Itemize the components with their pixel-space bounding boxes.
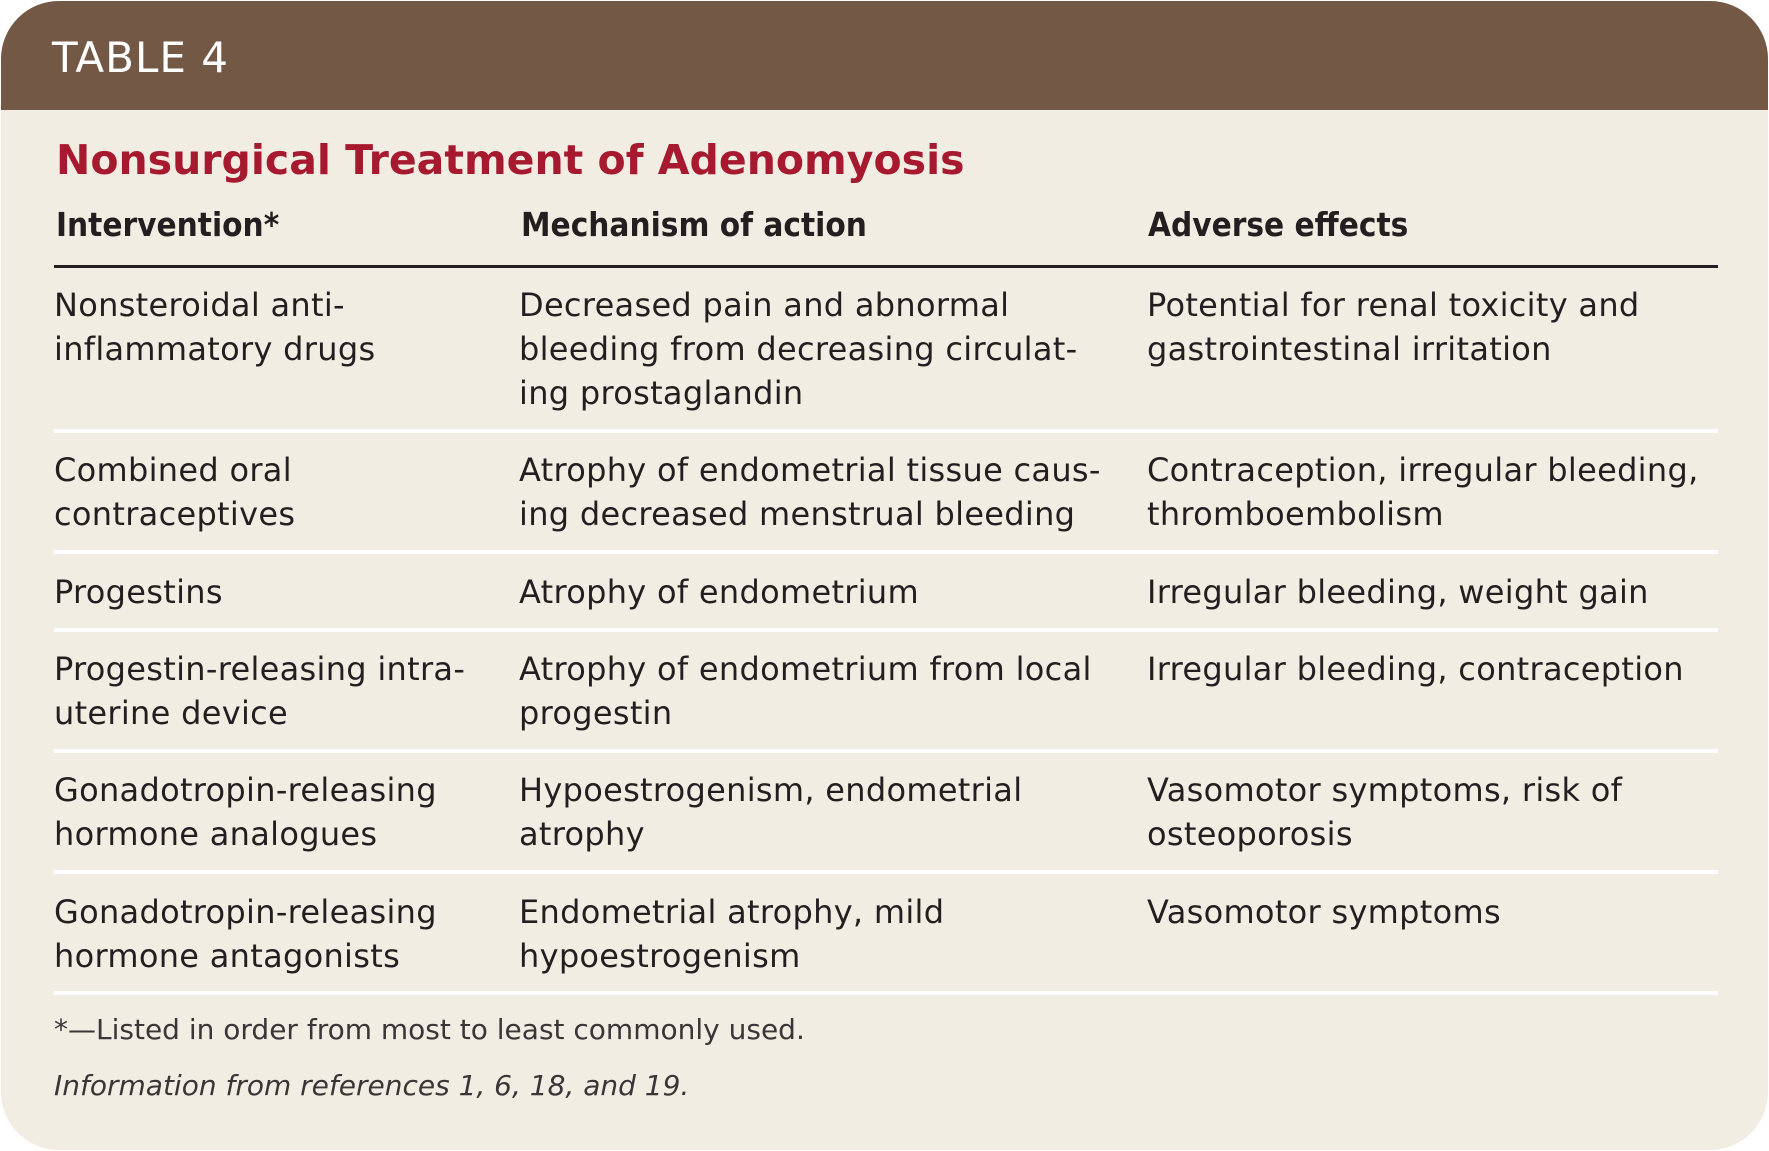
row-divider [54, 550, 1718, 554]
cell-intervention: Gonadotropin-releasing hormone analogues [54, 771, 437, 853]
row-divider [54, 429, 1718, 433]
cell-mechanism: Atrophy of endometrium from local progestin [519, 650, 1092, 732]
cell-intervention: Progestins [54, 573, 223, 611]
cell-intervention: Gonadotropin-releasing hormone antagonists [54, 893, 437, 975]
cell-mechanism: Atrophy of endometrium [519, 573, 919, 611]
table-header-bar [1, 1, 1768, 110]
cell-mechanism: Decreased pain and abnormal bleeding from decreasing circulat- ing prostaglandin [519, 286, 1078, 412]
cell-adverse-effects: Vasomotor symptoms, risk of osteoporosis [1147, 771, 1623, 853]
table-number-label: TABLE 4 [52, 33, 229, 82]
cell-adverse-effects: Contraception, irregular bleeding, thromboembolism [1147, 451, 1699, 533]
header-divider [54, 265, 1718, 268]
cell-adverse-effects: Vasomotor symptoms [1147, 893, 1501, 931]
row-divider [54, 991, 1718, 995]
cell-adverse-effects: Irregular bleeding, contraception [1147, 650, 1684, 688]
row-divider [54, 628, 1718, 632]
table-footnote: *—Listed in order from most to least commonly used. [54, 1013, 805, 1046]
column-header-mechanism: Mechanism of action [521, 205, 867, 244]
row-divider [54, 870, 1718, 874]
cell-adverse-effects: Potential for renal toxicity and gastrointestinal irritation [1147, 286, 1640, 368]
cell-mechanism: Atrophy of endometrial tissue caus- ing decreased menstrual bleeding [519, 451, 1101, 533]
table-card [1, 1, 1768, 1150]
column-header-adverse-effects: Adverse effects [1148, 205, 1409, 244]
cell-intervention: Progestin-releasing intra- uterine device [54, 650, 466, 732]
cell-intervention: Combined oral contraceptives [54, 451, 296, 533]
source-note: Information from references 1, 6, 18, and 19. [54, 1069, 690, 1102]
row-divider [54, 749, 1718, 753]
column-header-intervention: Intervention* [56, 205, 280, 244]
table-title: Nonsurgical Treatment of Adenomyosis [56, 136, 965, 184]
cell-mechanism: Hypoestrogenism, endometrial atrophy [519, 771, 1023, 853]
cell-adverse-effects: Irregular bleeding, weight gain [1147, 573, 1649, 611]
cell-intervention: Nonsteroidal anti- inflammatory drugs [54, 286, 376, 368]
cell-mechanism: Endometrial atrophy, mild hypoestrogenism [519, 893, 945, 975]
